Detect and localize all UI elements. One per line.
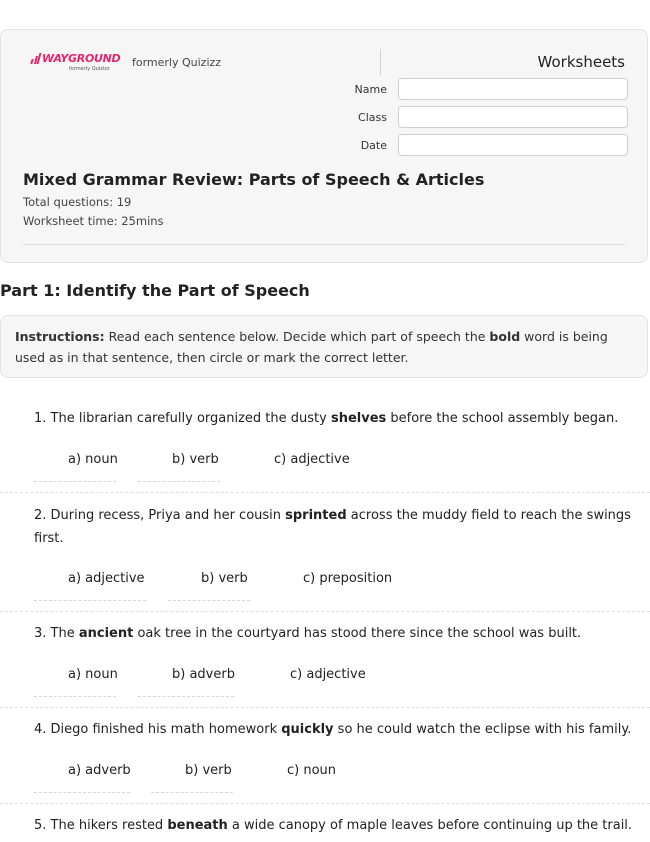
- class-label: Class: [358, 110, 387, 124]
- instructions-text-1: Read each sentence below. Decide which part of speech the: [104, 329, 490, 344]
- question-5: [34, 814, 634, 837]
- answer-line: [138, 481, 220, 482]
- question-3: [34, 622, 634, 645]
- q2-option-c[interactable]: c) preposition: [303, 571, 393, 586]
- q4-option-a[interactable]: a) adverb: [68, 763, 131, 778]
- q4-option-b[interactable]: b) verb: [185, 763, 232, 778]
- worksheet-title: Mixed Grammar Review: Parts of Speech & Articles: [23, 170, 485, 189]
- q3-option-b[interactable]: b) adverb: [172, 667, 235, 682]
- class-field-row: [331, 106, 628, 128]
- answer-line: [34, 696, 116, 697]
- name-field-row: [331, 78, 628, 100]
- question-text: before the school assembly began.: [386, 411, 619, 426]
- date-label: Date: [360, 138, 387, 152]
- question-text: 1. The librarian carefully organized the dusty: [34, 411, 331, 426]
- date-field-row: [331, 134, 628, 156]
- question-2: [34, 504, 634, 550]
- instructions-box: [0, 315, 648, 378]
- answer-line: [138, 696, 234, 697]
- question-text: a wide canopy of maple leaves before continuing up the trail.: [227, 818, 633, 833]
- name-field[interactable]: [398, 78, 628, 100]
- question-separator: [0, 611, 650, 612]
- question-separator: [0, 492, 650, 493]
- answer-line: [34, 600, 146, 601]
- logo-subtext: formerly Quizizz: [69, 66, 110, 72]
- question-4: [34, 718, 634, 741]
- question-text: 3. The: [34, 626, 79, 641]
- worksheet-time: Worksheet time: 25mins: [23, 214, 164, 228]
- question-text: 4. Diego finished his math homework: [34, 722, 282, 737]
- card-divider: [23, 244, 625, 245]
- class-field[interactable]: [398, 106, 628, 128]
- name-label: Name: [354, 82, 387, 96]
- total-questions: Total questions: 19: [23, 195, 132, 209]
- answer-line: [151, 792, 233, 793]
- worksheets-label: Worksheets: [537, 53, 625, 71]
- q1-option-b[interactable]: b) verb: [172, 452, 219, 467]
- wayground-logo: [31, 52, 120, 72]
- question-text: so he could watch the eclipse with his family.: [333, 722, 632, 737]
- question-separator: [0, 803, 650, 804]
- question-bold-word: sprinted: [285, 508, 347, 523]
- q3-option-a[interactable]: a) noun: [68, 667, 118, 682]
- q1-option-c[interactable]: c) adjective: [274, 452, 350, 467]
- question-bold-word: ancient: [78, 626, 134, 641]
- question-bold-word: beneath: [167, 818, 228, 833]
- worksheet-header-card: [0, 29, 648, 263]
- q2-option-a[interactable]: a) adjective: [68, 571, 145, 586]
- header-divider: [380, 49, 381, 75]
- q4-option-c[interactable]: c) noun: [287, 763, 337, 778]
- part-title: Part 1: Identify the Part of Speech: [0, 281, 310, 300]
- answer-line: [168, 600, 250, 601]
- question-text: 2. During recess, Priya and her cousin: [34, 508, 286, 523]
- question-1: [34, 407, 634, 430]
- question-text: oak tree in the courtyard has stood there since the school was built.: [133, 626, 582, 641]
- q1-option-a[interactable]: a) noun: [68, 452, 118, 467]
- question-separator: [0, 707, 650, 708]
- logo-text: WAYGROUND: [42, 52, 121, 65]
- question-bold-word: shelves: [330, 411, 387, 426]
- q2-option-b[interactable]: b) verb: [201, 571, 248, 586]
- question-text: across the muddy field to reach the swings first.: [34, 508, 631, 546]
- question-bold-word: quickly: [281, 722, 334, 737]
- instructions-bold-word: bold: [489, 329, 521, 344]
- logo-bars-icon: [31, 53, 40, 64]
- q3-option-c[interactable]: c) adjective: [290, 667, 366, 682]
- instructions-label: Instructions:: [15, 329, 105, 344]
- instructions-text-2: word is being used as in that sentence, then circle or mark the correct letter.: [15, 329, 608, 365]
- formerly-label: formerly Quizizz: [132, 56, 222, 69]
- answer-line: [34, 481, 116, 482]
- answer-line: [34, 792, 130, 793]
- question-text: 5. The hikers rested: [34, 818, 168, 833]
- date-field[interactable]: [398, 134, 628, 156]
